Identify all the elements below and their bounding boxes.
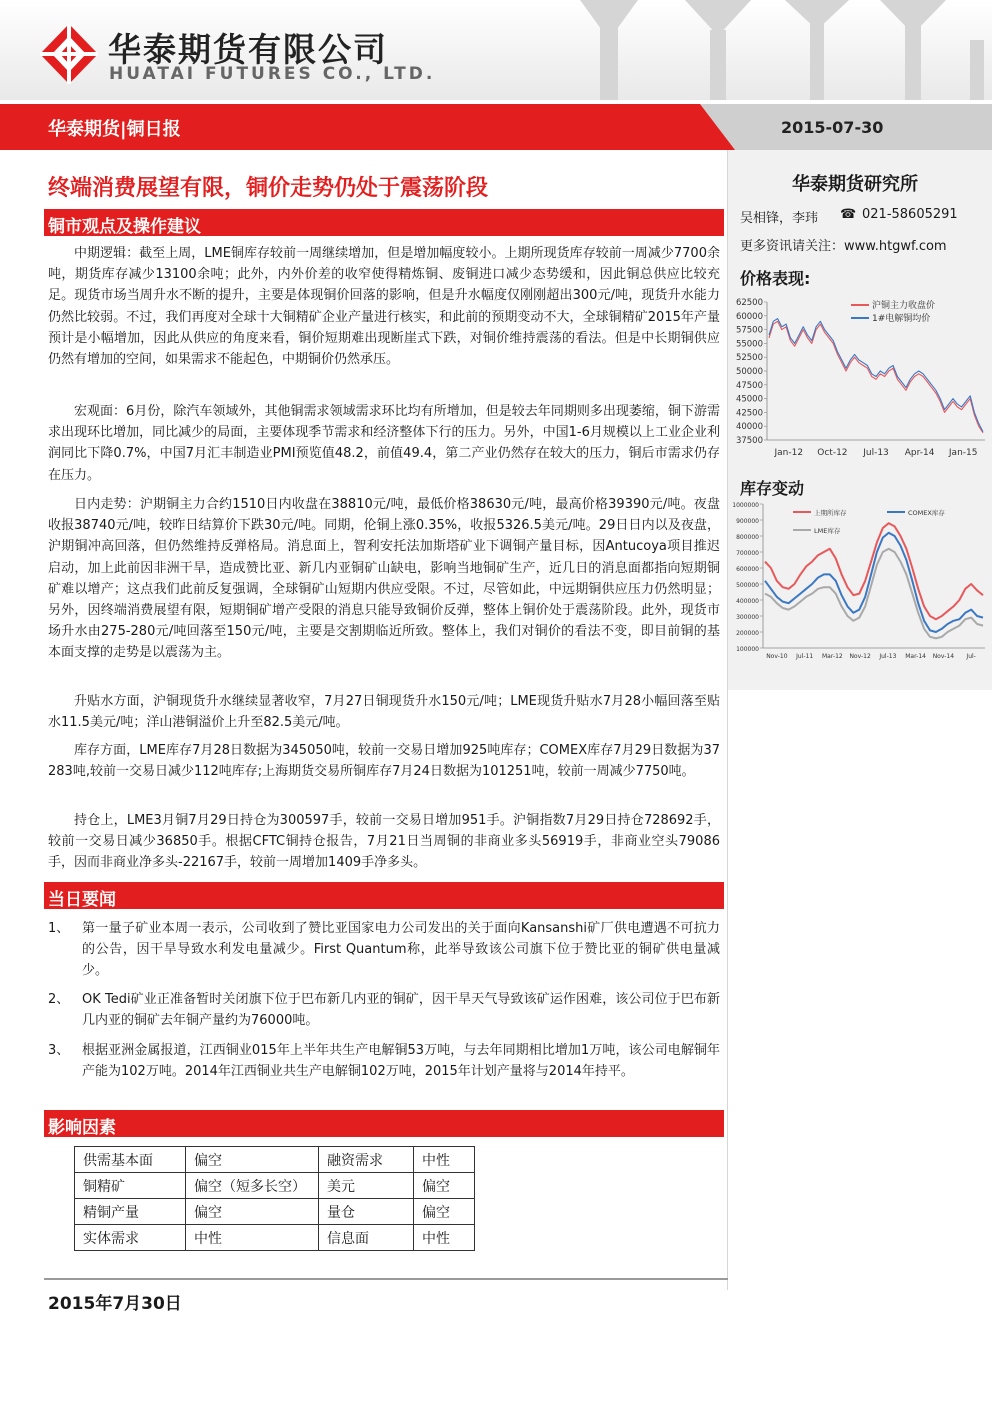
analyst-names: 吴相锋，李玮 bbox=[740, 211, 819, 226]
inventory-chart bbox=[727, 496, 992, 666]
section-title: 当日要闻 bbox=[48, 890, 116, 910]
table-cell: 量仓 bbox=[319, 1199, 414, 1225]
table-cell: 偏空（短多长空） bbox=[186, 1173, 319, 1199]
legend-label: 上期所库存 bbox=[814, 509, 847, 517]
header-decoration bbox=[560, 0, 992, 100]
company-name-en: HUATAI FUTURES CO., LTD. bbox=[109, 64, 436, 84]
telephone-icon: ☎ bbox=[840, 207, 857, 222]
legend-label: COMEX库存 bbox=[908, 509, 945, 517]
x-tick-label: Jan-15 bbox=[948, 448, 978, 458]
table-cell: 中性 bbox=[186, 1225, 319, 1251]
institute-name: 华泰期货研究所 bbox=[792, 174, 918, 195]
table-row bbox=[75, 1225, 475, 1251]
phone-number: 021-58605291 bbox=[862, 207, 958, 222]
section-title: 铜市观点及操作建议 bbox=[48, 217, 201, 237]
y-tick-label: 60000 bbox=[735, 311, 763, 322]
y-tick-label: 900000 bbox=[736, 518, 759, 525]
x-tick-label: Jul- bbox=[966, 653, 976, 660]
section-title: 影响因素 bbox=[48, 1118, 116, 1138]
footer-divider bbox=[44, 1278, 728, 1280]
section-header-factors bbox=[44, 1110, 724, 1137]
x-tick-label: Mar-12 bbox=[822, 653, 843, 660]
paragraph-positions: 持仓上，LME3月铜7月29日持仓为300597手，较前一交易日增加951手。沪铜指数7月29日持仓728692手，较前一交易日减少36850手。根据CFTC铜持仓报告，7月21日当周铜的非商业多头56919手，非商业空头79086手，因而非商业净多头-22167手，较前一周增加1409手净多头。 bbox=[48, 813, 720, 871]
news-text: OK Tedi矿业正准备暂时关闭旗下位于巴布新几内亚的铜矿，因干旱天气导致该矿运作困难，该公司位于巴布新几内亚的铜矿去年铜产量约为76000吨。 bbox=[82, 992, 720, 1029]
section-header-news bbox=[44, 882, 724, 909]
table-cell: 信息面 bbox=[319, 1225, 414, 1251]
y-tick-label: 100000 bbox=[736, 646, 759, 653]
y-tick-label: 400000 bbox=[736, 598, 759, 605]
table-cell: 供需基本面 bbox=[75, 1147, 186, 1173]
table-cell: 实体需求 bbox=[75, 1225, 186, 1251]
table-cell: 偏空 bbox=[186, 1147, 319, 1173]
paragraph-spread: 升贴水方面，沪铜现货升水继续显著收窄，7月27日铜现货升水150元/吨；LME现货升贴水7月28小幅回落至贴水11.5美元/吨；洋山港铜溢价上升至82.5美元/吨。 bbox=[48, 694, 720, 731]
legend-label: 1#电解铜均价 bbox=[872, 314, 931, 324]
y-tick-label: 50000 bbox=[735, 367, 763, 377]
table-cell: 铜精矿 bbox=[75, 1173, 186, 1199]
y-tick-label: 800000 bbox=[736, 534, 759, 541]
series-line bbox=[769, 319, 983, 432]
y-tick-label: 500000 bbox=[736, 582, 759, 589]
company-logo-icon bbox=[40, 24, 98, 84]
table-row bbox=[75, 1199, 475, 1225]
y-tick-label: 600000 bbox=[736, 566, 759, 573]
y-tick-label: 57500 bbox=[735, 325, 763, 336]
legend-label: 沪铜主力收盘价 bbox=[872, 301, 936, 311]
footer-date: 2015年7月30日 bbox=[48, 1294, 182, 1314]
company-name-cn: 华泰期货有限公司 bbox=[108, 30, 388, 69]
y-tick-label: 40000 bbox=[735, 422, 763, 433]
table-cell: 中性 bbox=[414, 1147, 475, 1173]
y-tick-label: 1000000 bbox=[732, 502, 759, 509]
table-cell: 偏空 bbox=[414, 1173, 475, 1199]
table-cell: 偏空 bbox=[186, 1199, 319, 1225]
x-tick-label: Jul-11 bbox=[796, 653, 814, 660]
section-header-views bbox=[44, 209, 724, 236]
price-chart-title: 价格表现: bbox=[740, 269, 811, 288]
page-title: 终端消费展望有限，铜价走势仍处于震荡阶段 bbox=[48, 176, 489, 201]
legend-label: LME库存 bbox=[814, 527, 841, 535]
x-tick-label: Jul-13 bbox=[879, 653, 897, 660]
paragraph-intraday: 日内走势：沪期铜主力合约1510日内收盘在38810元/吨，最低价格38630元/吨，最高价格39390元/吨。夜盘收报38740元/吨，较昨日结算价下跌30元/吨。同期，伦铜上涨0.35%，收报5326.5美元/吨。29日日内以及夜盘，沪期铜冲高回落，但仍然维持反弹格局。消息面上，智利安托法加斯塔矿业下调铜产量目标，因Antucoya项目推迟启动，加上此前因非洲干旱，造成赞比亚、新几内亚铜矿山缺电，影响当地铜矿生产，近几日的消息面都指向短期铜矿难以增产；这点我们此前反复强调，全球铜矿山短期内供应受限。不过，尽管如此，中远期铜供应压力仍然明显；另外，因终端消费展望有限，短期铜矿增产受限的消息只能导致铜价反弹，整体上铜价处于震荡阶段。此外，现货市场升水由275-280元/吨回落至150元/吨，主要是交割期临近所致。整体上，我们对铜价的看法不变，即目前铜的基本面支撑的走势是以震荡为主。 bbox=[48, 497, 720, 661]
table-cell: 美元 bbox=[319, 1173, 414, 1199]
inventory-chart-title: 库存变动 bbox=[740, 479, 805, 498]
price-chart bbox=[727, 290, 992, 465]
x-tick-label: Nov-12 bbox=[849, 653, 871, 660]
news-text: 第一量子矿业本周一表示，公司收到了赞比亚国家电力公司发出的关于面向Kansanshi矿厂供电遭遇不可抗力的公告，因干旱导致水利发电量减少。First Quantum称，此举导致该公司旗下位于赞比亚的铜矿供电量减少。 bbox=[82, 921, 720, 979]
table-row bbox=[75, 1173, 475, 1199]
x-tick-label: Oct-12 bbox=[817, 448, 848, 458]
x-tick-label: Jan-12 bbox=[774, 448, 804, 458]
y-tick-label: 200000 bbox=[736, 630, 759, 637]
x-tick-label: Nov-10 bbox=[766, 653, 788, 660]
paragraph-macro: 宏观面：6月份，除汽车领域外，其他铜需求领域需求环比均有所增加，但是较去年同期则多出现萎缩，铜下游需求出现环比增加，同比减少的局面，主要体现季节需求和经济整体下行的压力。另外，中国1-6月规模以上工业企业利润同比下降0.7%，中国7月汇丰制造业PMI预览值48.2，前值49.4，第二产业仍然存在较大的压力，铜后市需求仍存在压力。 bbox=[48, 404, 720, 483]
paragraph-mid-term: 中期逻辑：截至上周，LME铜库存较前一周继续增加，但是增加幅度较小。上期所现货库存较前一周减少7700余吨，期货库存减少13100余吨；此外，内外价差的收窄使得精炼铜、废铜进口减少态势缓和，因此铜总供应比较充足。现货市场当周升水不断的提升，主要是体现铜价回落的影响，但是升水幅度仅刚刚超出300元/吨，现货升水能力仍然比较弱。不过，我们再度对全球十大铜精矿企业产量进行核实，和此前的预期变动不大，全球铜精矿2015年产量预计是小幅增加，因此从供应的角度来看，铜价短期难出现断崖式下跌，对铜价维持震荡的看法。但是中长期铜供应仍然有增加的空间，如果需求不能起色，中期铜价仍然承压。 bbox=[48, 246, 720, 368]
x-tick-label: Mar-14 bbox=[905, 653, 926, 660]
y-tick-label: 62500 bbox=[735, 298, 763, 308]
news-number: 3、 bbox=[48, 1043, 70, 1058]
table-row bbox=[75, 1147, 475, 1173]
table-cell: 精铜产量 bbox=[75, 1199, 186, 1225]
news-number: 2、 bbox=[48, 992, 70, 1007]
y-tick-label: 47500 bbox=[735, 380, 763, 391]
paragraph-inventory: 库存方面，LME库存7月28日数据为345050吨，较前一交易日增加925吨库存；COMEX库存7月29日数据为37283吨,较前一交易日减少112吨库存;上海期货交易所铜库存7月24日数据为101251吨，较前一周减少7750吨。 bbox=[48, 743, 720, 780]
y-tick-label: 45000 bbox=[735, 394, 763, 405]
factors-table bbox=[74, 1146, 475, 1251]
table-cell: 融资需求 bbox=[319, 1147, 414, 1173]
x-tick-label: Apr-14 bbox=[904, 448, 935, 458]
y-tick-label: 42500 bbox=[735, 408, 763, 419]
y-tick-label: 300000 bbox=[736, 614, 759, 621]
x-tick-label: Nov-14 bbox=[932, 653, 955, 660]
table-cell: 中性 bbox=[414, 1225, 475, 1251]
y-tick-label: 37500 bbox=[735, 436, 763, 446]
x-tick-label: Jul-13 bbox=[863, 448, 889, 458]
y-tick-label: 55000 bbox=[735, 339, 763, 350]
y-tick-label: 700000 bbox=[736, 550, 759, 557]
report-date: 2015-07-30 bbox=[781, 118, 884, 137]
news-number: 1、 bbox=[48, 921, 70, 936]
news-text: 根据亚洲金属报道，江西铜业015年上半年共生产电解铜53万吨，与去年同期相比增加1万吨，该公司电解铜年产能为102万吨。2014年江西铜业共生产电解铜102万吨，2015年计划产量将与2014年持平。 bbox=[82, 1043, 720, 1080]
more-info-text: 更多资讯请关注：www.htgwf.com bbox=[740, 239, 947, 254]
report-type-label: 华泰期货|铜日报 bbox=[48, 119, 181, 140]
table-cell: 偏空 bbox=[414, 1199, 475, 1225]
series-line bbox=[765, 533, 983, 632]
y-tick-label: 52500 bbox=[735, 353, 763, 364]
